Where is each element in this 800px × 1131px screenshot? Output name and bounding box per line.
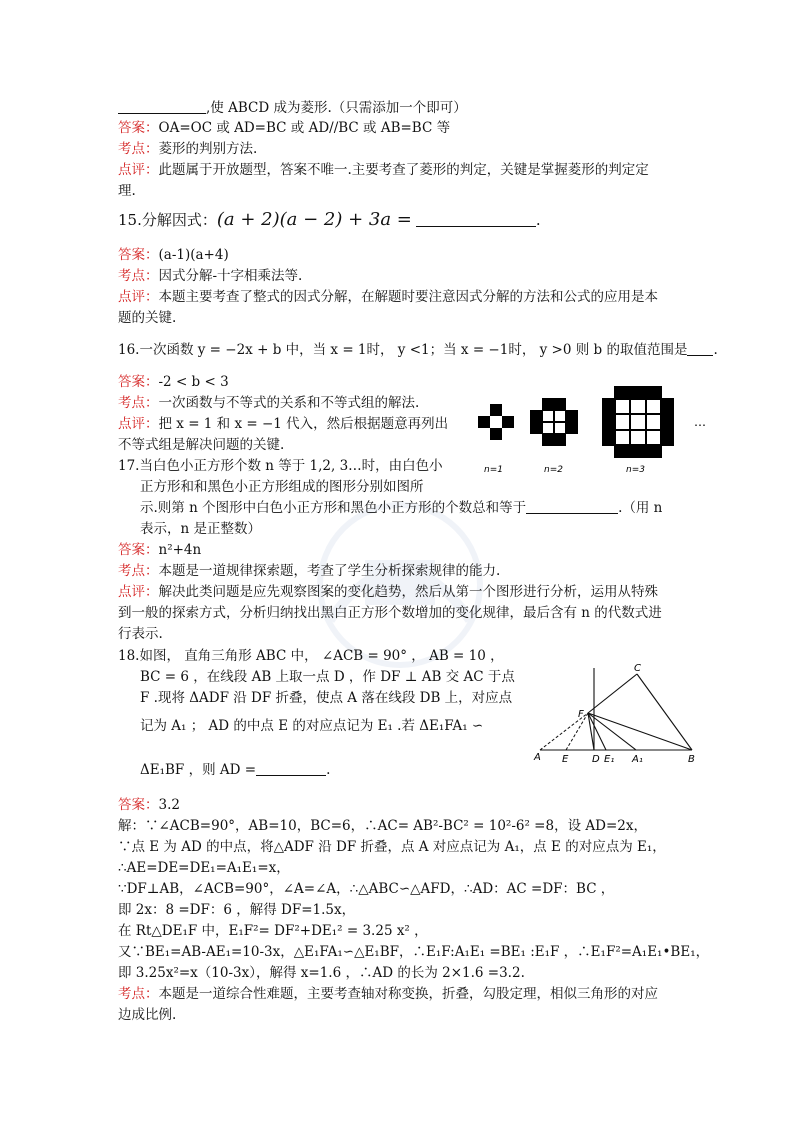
q14-stem: ,使 ABCD 成为菱形.（只需添加一个即可） bbox=[118, 98, 467, 118]
q18-triangle-figure bbox=[532, 660, 702, 770]
q18-solution-3: ∴AE=DE=DE₁=A₁E₁=x， bbox=[118, 860, 290, 876]
q18-stem-2: BC = 6 ，在线段 AB 上取一点 D ，作 DF ⊥ AB 交 AC 于点 bbox=[140, 669, 515, 685]
q18-point: 考点：本题是一道综合性难题，主要考查轴对称变换，折叠，勾股定理，相似三角形的对应 bbox=[118, 986, 658, 1002]
point-A: A bbox=[534, 752, 541, 763]
q18-stem-3: F .现将 ΔADF 沿 DF 折叠，使点 A 落在线段 DB 上，对应点 bbox=[140, 690, 513, 706]
q16-comment-cont: 不等式组是解决问题的关键. bbox=[118, 437, 285, 453]
q14-point: 考点：菱形的判别方法. bbox=[118, 141, 258, 157]
q17-blank bbox=[526, 499, 618, 514]
q17-stem: 17.当白色小正方形个数 n 等于 1,2, 3…时，由白色小 bbox=[118, 458, 443, 474]
q15-stem: 15.分解因式：(a + 2)(a − 2) + 3a = . bbox=[118, 209, 541, 230]
point-A1: A₁ bbox=[632, 754, 643, 765]
pattern-n3 bbox=[602, 386, 674, 458]
q18-solution-4: ∵DF⊥AB，∠ACB=90°，∠A=∠A，∴△ABC∽△AFD，∴AD：AC =DF：BC ， bbox=[118, 881, 615, 897]
q17-comment-cont-2: 行表示. bbox=[118, 626, 163, 642]
pattern-ellipsis: … bbox=[694, 415, 706, 429]
q18-solution-5: 即 2x：8 =DF：6 ，解得 DF=1.5x， bbox=[118, 902, 356, 918]
q18-solution-6: 在 Rt△DE₁F 中，E₁F²= DF²+DE₁² = 3.25 x² ， bbox=[118, 923, 428, 939]
q16-point: 考点：一次函数与不等式的关系和不等式组的解法. bbox=[118, 395, 420, 411]
q18-solution-1: 解：∵∠ACB=90°，AB=10，BC=6，∴AC= AB²-BC² = 10²-6² =8，设 AD=2x， bbox=[118, 818, 647, 834]
q16-comment: 点评：把 x = 1 和 x = −1 代入，然后根据题意再列出 bbox=[118, 416, 449, 432]
q15-comment: 点评：本题主要考查了整式的因式分解，在解题时要注意因式分解的方法和公式的应用是本 bbox=[118, 289, 658, 305]
q18-solution-2: ∵点 E 为 AD 的中点，将△ADF 沿 DF 折叠，点 A 对应点记为 A₁，点 E 的对应点为 E₁， bbox=[118, 839, 666, 855]
label-n3: n=3 bbox=[626, 465, 645, 475]
point-F: F bbox=[578, 709, 584, 720]
q17-point: 考点：本题是一道规律探索题，考查了学生分析探索规律的能力. bbox=[118, 563, 501, 579]
q16-blank bbox=[687, 341, 713, 356]
label-n2: n=2 bbox=[544, 465, 563, 475]
q14-comment-cont: 理. bbox=[118, 183, 136, 199]
q17-stem-3: 示.则第 n 个图形中白色小正方形和黑色小正方形的个数总和等于 .（用 n bbox=[140, 500, 663, 516]
q17-comment-cont: 到一般的探索方式，分析归纳找出黑白正方形个数增加的变化规律，最后含有 n 的代数式进 bbox=[118, 605, 662, 621]
q18-answer: 答案：3.2 bbox=[118, 797, 180, 813]
q17-stem-2: 正方形和和黑色小正方形组成的图形分别如图所 bbox=[140, 479, 424, 495]
q18-solution-7: 又∵BE₁=AB-AE₁=10-3x，△E₁FA₁∽△E₁BF，∴E₁F:A₁E₁ =BE₁ :E₁F ，∴E₁F²=A₁E₁•BE₁， bbox=[118, 944, 710, 960]
q17-stem-4: 表示，n 是正整数） bbox=[140, 521, 261, 537]
pattern-n1 bbox=[478, 404, 514, 440]
q18-stem: 18.如图， 直角三角形 ABC 中， ∠ACB = 90° ， AB = 10 ， bbox=[118, 648, 504, 664]
point-B: B bbox=[688, 754, 695, 765]
q18-solution-8: 即 3.25x²=x（10-3x），解得 x=1.6 ，∴AD 的长为 2×1.6 =3.2. bbox=[118, 965, 525, 981]
q16-stem: 16.一次函数 y = −2x + b 中，当 x = 1时， y <1；当 x = −1时， y >0 则 b 的取值范围是 . bbox=[118, 342, 718, 358]
q16-answer: 答案：-2 < b < 3 bbox=[118, 374, 229, 390]
q18-stem-5: ΔE₁BF ，则 AD = . bbox=[140, 762, 331, 778]
point-E: E bbox=[562, 754, 569, 765]
q14-blank bbox=[118, 99, 206, 114]
q18-point-cont: 边成比例. bbox=[118, 1007, 177, 1023]
point-E1: E₁ bbox=[604, 754, 615, 765]
q15-blank bbox=[416, 212, 536, 227]
q15-point: 考点：因式分解-十字相乘法等. bbox=[118, 268, 303, 284]
point-D: D bbox=[592, 754, 600, 765]
q18-stem-4: 记为 A₁ ； AD 的中点 E 的对应点记为 E₁ .若 ΔE₁FA₁ ∽ bbox=[140, 718, 484, 734]
q17-comment: 点评：解决此类问题是应先观察图案的变化趋势，然后从第一个图形进行分析，运用从特殊 bbox=[118, 584, 658, 600]
q15-answer: 答案：(a-1)(a+4) bbox=[118, 247, 229, 263]
q14-comment: 点评：此题属于开放题型，答案不唯一.主要考查了菱形的判定，关键是掌握菱形的判定定 bbox=[118, 162, 649, 178]
point-C: C bbox=[634, 663, 641, 674]
q15-comment-cont: 题的关键. bbox=[118, 310, 177, 326]
q17-pattern-figure bbox=[462, 380, 712, 480]
q17-answer: 答案：n²+4n bbox=[118, 542, 202, 558]
q14-answer: 答案：OA=OC 或 AD=BC 或 AD//BC 或 AB=BC 等 bbox=[118, 120, 451, 136]
q18-blank bbox=[256, 761, 326, 776]
pattern-n2 bbox=[530, 398, 578, 446]
label-n1: n=1 bbox=[484, 465, 503, 475]
